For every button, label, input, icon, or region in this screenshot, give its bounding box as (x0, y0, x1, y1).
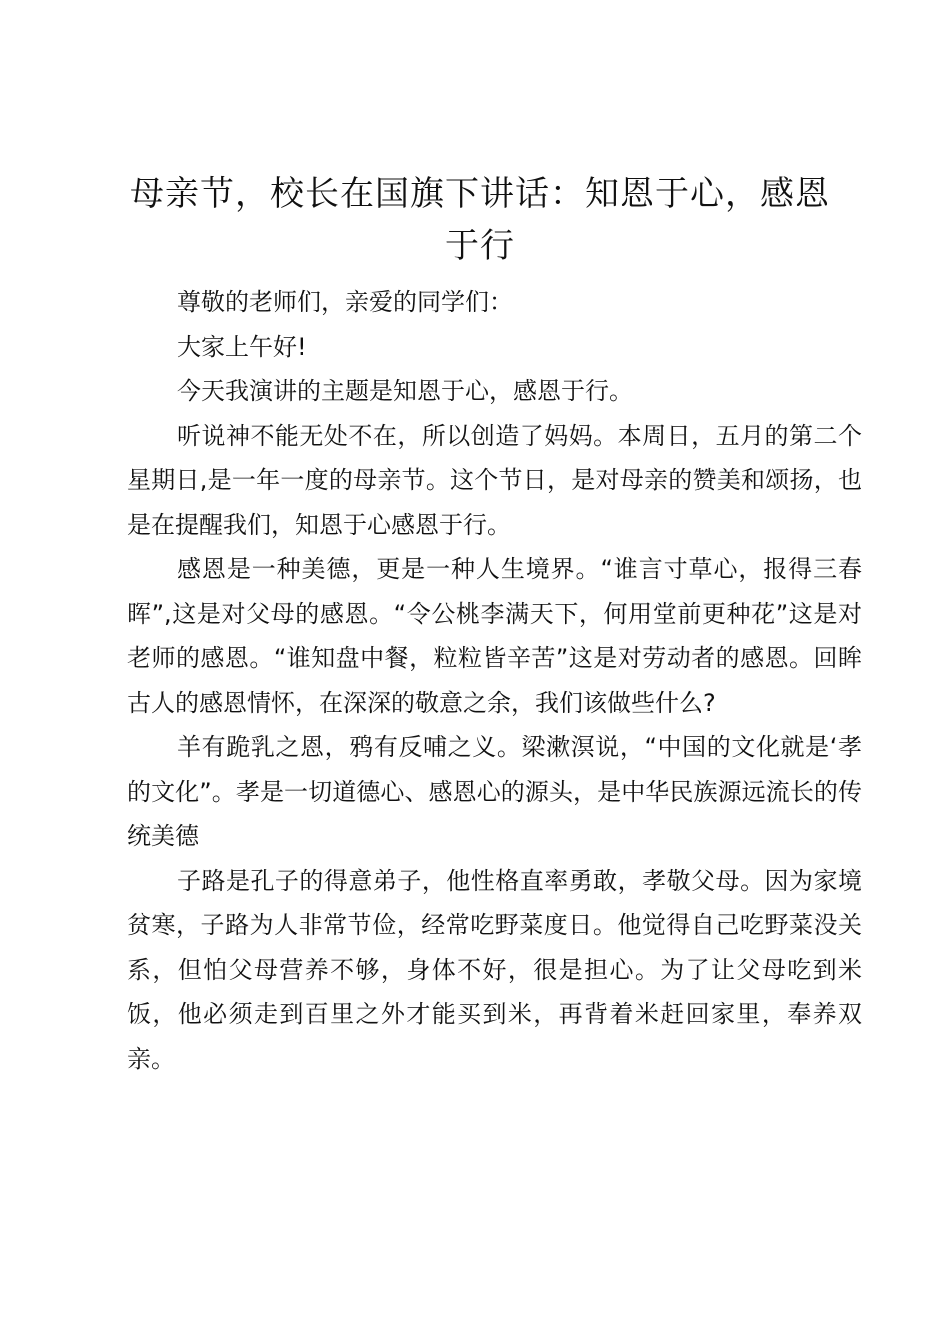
paragraph-filial-piety: 羊有跪乳之恩，鸦有反哺之义。梁漱溟说，“中国的文化就是‘孝的文化”。孝是一切道德心、感恩心的源头，是中华民族源远流长的传统美德 (127, 733, 862, 850)
paragraph-mothers-day: 听说神不能无处不在，所以创造了妈妈。本周日，五月的第二个星期日,是一年一度的母亲节。这个节日，是对母亲的赞美和颂扬，也是在提醒我们，知恩于心感恩于行。 (127, 421, 862, 539)
paragraph-theme: 今天我演讲的主题是知恩于心，感恩于行。 (177, 377, 633, 405)
document-body (127, 280, 862, 1081)
paragraph-greeting: 尊敬的老师们，亲爱的同学们： (177, 288, 513, 316)
document-title: 母亲节，校长在国旗下讲话：知恩于心，感恩于行 (130, 174, 830, 266)
paragraph-good-morning: 大家上午好! (177, 332, 307, 361)
paragraph-gratitude: 感恩是一种美德，更是一种人生境界。“谁言寸草心，报得三春晖”,这是对父母的感恩。“令公桃李满天下，何用堂前更种花”这是对老师的感恩。“谁知盘中餐，粒粒皆辛苦”这是对劳动者的感恩。回眸古人的感恩情怀，在深深的敬意之余，我们该做些什么? (127, 555, 862, 717)
paragraph-zilu-story: 子路是孔子的得意弟子，他性格直率勇敢，孝敬父母。因为家境贫寒，子路为人非常节俭，经常吃野菜度日。他觉得自己吃野菜没关系，但怕父母营养不够，身体不好，很是担心。为了让父母吃到米饭，他必须走到百里之外才能买到米，再背着米赶回家里，奉养双亲。 (127, 866, 862, 1073)
